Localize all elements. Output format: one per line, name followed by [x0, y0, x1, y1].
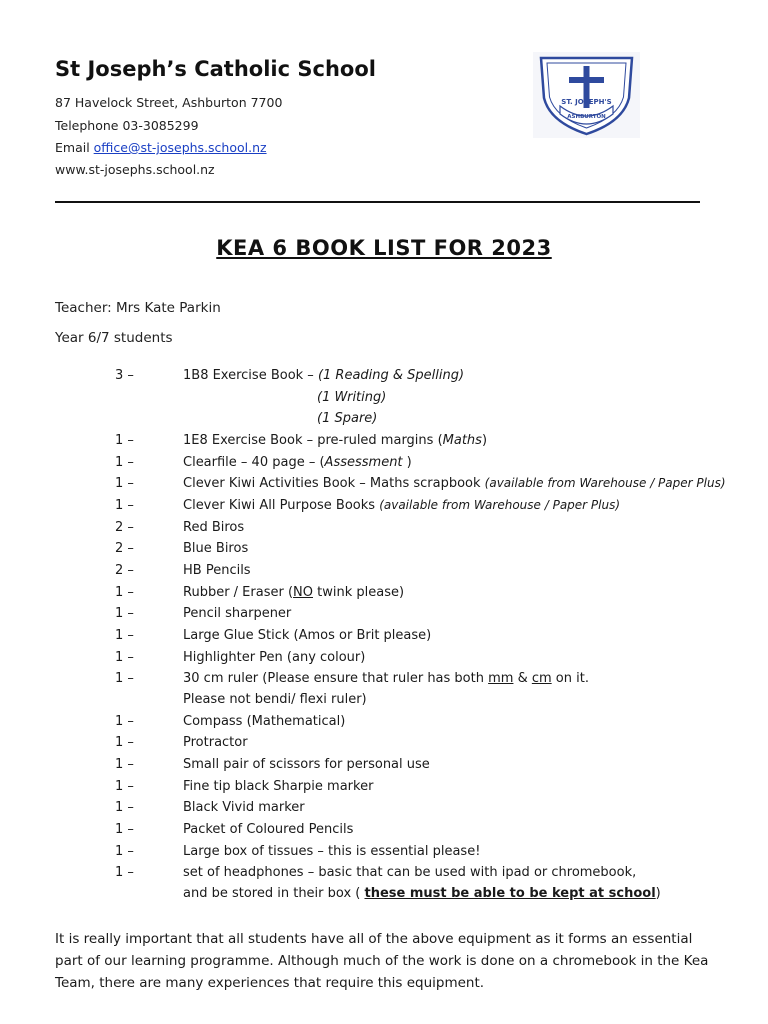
item-note: (1 Spare) — [317, 411, 378, 426]
list-item — [0, 455, 768, 477]
item-quantity: 1 – — [115, 757, 134, 772]
item-description: Packet of Coloured Pencils — [183, 822, 354, 837]
item-note: and be stored in their box ( these must be able to be kept at school) — [183, 886, 661, 901]
teacher-line: Teacher: Mrs Kate Parkin — [55, 300, 221, 316]
item-description: set of headphones – basic that can be used with ipad or chromebook, — [183, 865, 637, 880]
item-description: HB Pencils — [183, 563, 251, 578]
school-telephone: Telephone 03-3085299 — [55, 118, 199, 133]
item-quantity: 1 – — [115, 865, 134, 880]
item-quantity: 1 – — [115, 714, 134, 729]
school-address: 87 Havelock Street, Ashburton 7700 — [55, 95, 283, 110]
item-description: Fine tip black Sharpie marker — [183, 779, 374, 794]
item-description: Red Biros — [183, 520, 245, 535]
item-note: Please not bendi/ flexi ruler) — [183, 692, 367, 707]
list-item-continuation — [0, 390, 768, 412]
list-item-continuation — [0, 411, 768, 433]
school-name: St Joseph’s Catholic School — [55, 57, 376, 81]
item-description: Large Glue Stick (Amos or Brit please) — [183, 628, 432, 643]
item-quantity: 1 – — [115, 822, 134, 837]
item-quantity: 2 – — [115, 541, 134, 556]
page-title: KEA 6 BOOK LIST FOR 2023 — [216, 236, 552, 260]
list-item — [0, 606, 768, 628]
list-item — [0, 822, 768, 844]
item-description: Clever Kiwi Activities Book – Maths scrapbook (available from Warehouse / Paper Plus) — [183, 476, 726, 491]
item-quantity: 1 – — [115, 650, 134, 665]
item-description: Rubber / Eraser (NO twink please) — [183, 585, 405, 600]
note-line: part of our learning programme. Although much of the work is done on a chromebook in the Kea — [55, 953, 709, 969]
item-quantity: 1 – — [115, 779, 134, 794]
list-item — [0, 844, 768, 866]
item-description: Highlighter Pen (any colour) — [183, 650, 366, 665]
list-item — [0, 476, 768, 498]
item-quantity: 1 – — [115, 800, 134, 815]
item-note: (1 Writing) — [317, 390, 387, 405]
list-item — [0, 563, 768, 585]
crest-town-text: ASHBURTON — [567, 114, 606, 120]
year-line: Year 6/7 students — [55, 330, 173, 346]
item-quantity: 1 – — [115, 606, 134, 621]
list-item-continuation — [0, 886, 768, 908]
item-quantity: 1 – — [115, 735, 134, 750]
crest-name-text: ST. JOSEPH'S — [561, 98, 612, 106]
item-quantity: 3 – — [115, 368, 134, 383]
list-item-continuation — [0, 692, 768, 714]
list-item — [0, 800, 768, 822]
item-description: Black Vivid marker — [183, 800, 305, 815]
list-item — [0, 498, 768, 520]
list-item — [0, 368, 768, 390]
list-item — [0, 757, 768, 779]
list-item — [0, 541, 768, 563]
list-item — [0, 714, 768, 736]
item-description: Clearfile – 40 page – (Assessment ) — [183, 455, 412, 470]
item-description: Small pair of scissors for personal use — [183, 757, 430, 772]
school-email — [55, 140, 267, 155]
item-quantity: 1 – — [115, 671, 134, 686]
item-quantity: 1 – — [115, 844, 134, 859]
item-quantity: 2 – — [115, 563, 134, 578]
item-quantity: 1 – — [115, 455, 134, 470]
note-line: Team, there are many experiences that require this equipment. — [55, 975, 485, 991]
list-item — [0, 671, 768, 693]
header-divider — [55, 201, 700, 203]
item-quantity: 1 – — [115, 498, 134, 513]
list-item — [0, 628, 768, 650]
item-quantity: 1 – — [115, 585, 134, 600]
item-quantity: 2 – — [115, 520, 134, 535]
item-description: Clever Kiwi All Purpose Books (available from Warehouse / Paper Plus) — [183, 498, 621, 513]
item-description: Compass (Mathematical) — [183, 714, 346, 729]
item-description: Large box of tissues – this is essential please! — [183, 844, 481, 859]
item-quantity: 1 – — [115, 476, 134, 491]
email-label: Email — [55, 140, 94, 155]
item-description: 1B8 Exercise Book – (1 Reading & Spelling) — [183, 368, 465, 383]
item-quantity: 1 – — [115, 433, 134, 448]
item-description: Pencil sharpener — [183, 606, 292, 621]
item-description: Blue Biros — [183, 541, 249, 556]
list-item — [0, 433, 768, 455]
item-quantity: 1 – — [115, 628, 134, 643]
item-description: 30 cm ruler (Please ensure that ruler has both mm & cm on it. — [183, 671, 589, 686]
note-line: It is really important that all students have all of the above equipment as it forms an essential — [55, 931, 693, 947]
school-crest-logo — [533, 52, 640, 138]
list-item — [0, 520, 768, 542]
list-item — [0, 650, 768, 672]
list-item — [0, 735, 768, 757]
list-item — [0, 585, 768, 607]
list-item — [0, 865, 768, 887]
email-link[interactable]: office@st-josephs.school.nz — [93, 140, 267, 155]
item-description: 1E8 Exercise Book – pre-ruled margins (Maths) — [183, 433, 488, 448]
closing-note — [55, 928, 715, 994]
list-item — [0, 779, 768, 801]
school-website: www.st-josephs.school.nz — [55, 162, 215, 177]
item-description: Protractor — [183, 735, 248, 750]
